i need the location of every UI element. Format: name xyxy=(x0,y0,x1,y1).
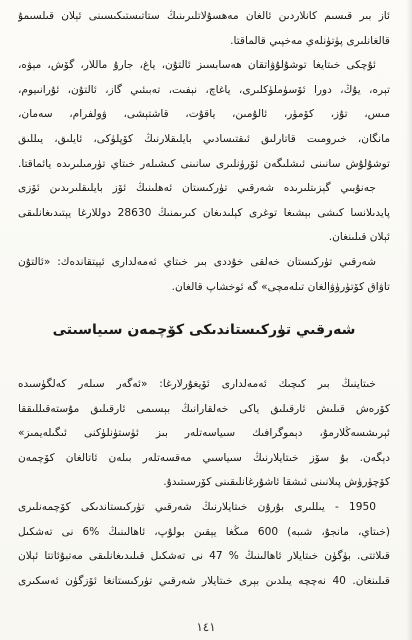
text-line: قالغانلىرى پۈتۈنلەي مەخپىي قالماقتا. xyxy=(230,34,390,47)
text-line: دېگەن. بۇ سۆز خىتايلارنىڭ سىياسىي مەقسەتلەر بىلەن ئاتالغان كۆچمەن xyxy=(18,451,390,464)
text-line: 1950 - يىللىرى بۇرۇن خىتايلارنىڭ شەرقىي تۈركىستاندىكى كۆچمەنلىرى xyxy=(18,500,376,513)
text-line: مىس، تۇز، كۆمۈر، ئالۇمىن، ياقۇت، قاشتېشى، ۋولفرام، سەمان، xyxy=(18,108,390,121)
text-line: تېرە، يۇڭ، دورا ئۆسۈملۈكلىرى، ياغاچ، نېفىت، تەبىئىي گاز، ئالتۇن، ئۇرانىيوم، xyxy=(18,83,390,96)
text-line: (خىتاي، مانجۇ، شىبە) 600 مىڭغا يېقىن بولۇپ، ئاھالىنىڭ %6 نى تەشكىل xyxy=(18,525,390,538)
text-line: قىلاتتى. بۈگۈن خىتايلار ئاھالىنىڭ % 47 نى تەشكىل قىلىدىغانلىقى مەتبۇئاتتا ئېلان xyxy=(18,550,390,563)
page-binding-shadow xyxy=(406,0,412,640)
text-line: توشۇلۇش سانىنى ئىشلىگەن ئۆرۈنلىرى سانىنى كىشىلەر خىتاي تۈرمىلىرىدە يائماقتا. xyxy=(18,157,390,170)
text-line: تاۋاق كۆتۈرۈۋالغان تىلەمچى» گە ئوخشاپ قالغان. xyxy=(171,280,390,293)
text-line: ئېرىشسەڭلارمۇ، دېموگرافىك سىياسەتلەر بىز ئۈستۈنلۈكنى ئىگىلەيمىز» xyxy=(18,427,390,440)
text-line: ئاز بىر قىسىم كانلاردىن ئالغان مەھسۇلاتلىرىنىڭ ستاتىستىكىسىنى ئېلان قىلسىمۇ xyxy=(18,10,390,22)
paragraph-resources xyxy=(18,4,390,299)
text-line: قىلىنغان. 40 نەچچە يىلدىن بېرى خىتايلار شەرقىي تۈركىستانغا ئۆزگۈن ئەسكىرى xyxy=(18,574,390,587)
text-line: ئۇچكى خىتايغا توشۇلۇۋاتقان ھەسابسىز ئالتۇن، ياغ، جارۇ ماللار، گۆش، مېۋە، xyxy=(18,59,376,72)
page-number: ١٤١ xyxy=(196,620,216,634)
text-line: جەنۇبىي گېزىتلىرىدە شەرقىي تۈركىستان ئەھلىنىڭ ئۆز بايلىقلىرىدىن ئۆزى xyxy=(18,182,376,195)
text-line: كۆرەش قىلىش ئارقىلىق ياكى خەلقارانىڭ بېسىمى ئارقىلىق مۇستەقىللىققا xyxy=(18,402,390,415)
text-line: پايدىلانسا كىشى بېشىغا توغرى كېلىدىغان كىرىمنىڭ 28630 دوللارغا يېتىدىغانلىقى xyxy=(18,206,390,219)
text-line: شەرقىي تۈركىستان خەلقى خۇددى بىر خىتاي ئەمەلدارى ئېيتقاندەك: «ئالتۇن xyxy=(18,255,376,268)
text-line: مانگان، خىرومىت قاتارلىق ئىقتىسادىي بايلىقلارنىڭ كۆپلۈكى، ئايلىق، يىللىق xyxy=(18,132,390,145)
text-line: ئېلان قىلىنغان. xyxy=(328,231,390,244)
text-line: خىتاينىڭ بىر كىچىك ئەمەلدارى ئۆيغۇرلارغا: «ئەگەر سىلەر كەلگۈسىدە xyxy=(18,378,376,390)
section-heading: شەرقىي تۈركىستاندىكى كۆچمەن سىياسىتى xyxy=(52,322,356,338)
text-line: كۆچۈرۈش پىلانىنى ئىشقا ئاشۇرغانلىقىنى كۆرسىتىدۇ. xyxy=(163,476,390,489)
paragraph-migration xyxy=(18,372,390,593)
